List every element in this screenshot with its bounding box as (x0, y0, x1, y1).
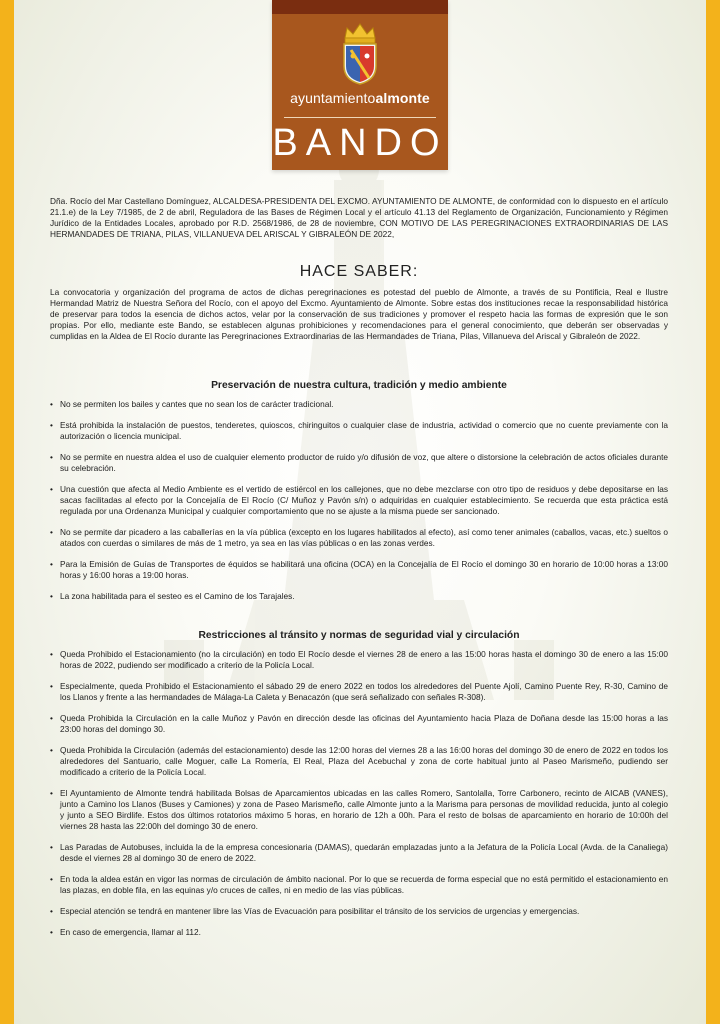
organization-name (272, 90, 448, 106)
header-divider (284, 117, 436, 118)
intro-paragraph: Dña. Rocío del Mar Castellano Domínguez, ALCALDESA-PRESIDENTA DEL EXCMO. AYUNTAMIENTO DE ALMONTE, de conformidad con lo dispuesto en el artículo 21.1.e) de la Ley 7/1985, de 2 de abril, Reguladora de las Bases de Régimen Local y el artículo 41.13 del Reglamento de Organización, Funcionamiento y Régimen Jurídico de la Entidades Locales, aprobado por R.D. 2568/1986, de 28 de noviembre, CON MOTIVO DE LAS PEREGRINACIONES EXTRAORDINARIAS DE LAS HERMANDADES DE TRIANA, PILAS, VILLANUEVA DEL ARISCAL Y GIBRALEÓN DE 2022, (50, 196, 668, 239)
list-item: • En toda la aldea están en vigor las normas de circulación de ámbito nacional. Por lo que se recuerda de forma especial que no está permitido el estacionamiento en las plazas, en doble fila, en las equinas y/o cruces de calles, ni en medio de las vías públicas. (50, 874, 668, 896)
list-item: • Queda Prohibida la Circulación (además del estacionamiento) desde las 12:00 horas del viernes 28 a las 16:00 horas del domingo 30 de enero de 2022 en todos los alrededores del Santuario, calle Moguer, calle La Romería, El Real, Plaza del Acebuchal y zona de corte habitual junto al Paseo Marismeño, pudiendo ser modificado a criterio de la Policía Local. (50, 745, 668, 778)
org-name-suffix: almonte (375, 90, 430, 106)
coat-of-arms-icon (337, 22, 383, 86)
org-name-prefix: ayuntamiento (290, 90, 376, 106)
list-item: • Está prohibida la instalación de puestos, tenderetes, quioscos, chiringuitos o cualquier clase de industria, actividad o comercio que no cuente previamente con la autorización o licencia municipal. (50, 420, 668, 442)
list-item: • Una cuestión que afecta al Medio Ambiente es el vertido de estiércol en los callejones, que no debe mezclarse con otro tipo de residuos y debe depositarse en las sacas facilitadas al efecto por la Concejalía de El Rocío (C/ Muñoz y Pavón s/n) o adquiridas en cualquier establecimiento. Se recuerda que esta práctica está regulada por una Ordenanza Municipal y cualquier comportamiento que no se ajuste a la misma puede ser sancionado. (50, 484, 668, 517)
hace-saber-heading: HACE SABER: (299, 263, 419, 280)
list-item: • El Ayuntamiento de Almonte tendrá habilitada Bolsas de Aparcamientos ubicadas en las calles Romero, Santolalla, Torre Carbonero, recinto de AICAB (VANES), junto a Camino los Llanos (Buses y Camiones) y zona de Paseo Marismeño, calle Almonte junto a la Marisma para personas de movilidad reducida, junto al colegio y junto a SEO Birdlife. Estos dos últimos rotatorios máximo 5 horas, en horario de 12h a 00h. Para el resto de bolsas de aparcamiento en horario de 10:00h del viernes 28 hasta las 22:00h del domingo 30 de enero. (50, 788, 668, 832)
list-item: • No se permiten los bailes y cantes que no sean los de carácter tradicional. (50, 399, 668, 410)
document-title: BANDO (272, 122, 448, 164)
list-item: • Especial atención se tendrá en mantener libre las Vías de Evacuación para posibilitar el tránsito de los servicios de urgencias y emergencias. (50, 906, 668, 917)
restricciones-list (50, 649, 668, 938)
section-title-restricciones: Restricciones al tránsito y normas de seguridad vial y circulación (198, 630, 520, 641)
list-item: • La zona habilitada para el sesteo es el Camino de los Tarajales. (50, 591, 668, 602)
list-item: • Especialmente, queda Prohibido el Estacionamiento el sábado 29 de enero 2022 en todos los alrededores del Puente Ajolí, Camino Puente Rey, R-30, Camino de los Llanos y frente a las hermandades de Málaga-La Caleta y Benacazón (que será señalizado con señales R-308). (50, 681, 668, 703)
preservacion-list (50, 399, 668, 602)
list-item: • En caso de emergencia, llamar al 112. (50, 927, 668, 938)
section-title-preservacion: Preservación de nuestra cultura, tradición y medio ambiente (211, 380, 507, 391)
document-body (50, 196, 668, 948)
list-item: • No se permite dar picadero a las caballerías en la vía pública (excepto en los lugares habilitados al efecto), así como tener animales (caballos, vacas, etc.) sueltos o atados con cuerdas o similares de más de 1 metro, ya sea en las vías públicas o en las zonas verdes. (50, 527, 668, 549)
list-item: • Las Paradas de Autobuses, incluida la de la empresa concesionaria (DAMAS), quedarán emplazadas junto a la Jefatura de la Policía Local (Avda. de la Canaliega) desde el viernes 28 al domingo 30 de enero de 2022. (50, 842, 668, 864)
list-item: • No se permite en nuestra aldea el uso de cualquier elemento productor de ruido y/o difusión de voz, que altere o distorsione la celebración de actos oficiales durante su celebración. (50, 452, 668, 474)
list-item: • Queda Prohibida la Circulación en la calle Muñoz y Pavón en dirección desde las oficinas del Ayuntamiento hacia Plaza de Doñana desde las 15:00 horas a las 23:00 horas del domingo 30. (50, 713, 668, 735)
lead-paragraph: La convocatoria y organización del programa de actos de dichas peregrinaciones es potestad del pueblo de Almonte, a través de su Pontificia, Real e Ilustre Hermandad Matriz de Nuestra Señora del Rocío, con el apoyo del Excmo. Ayuntamiento de Almonte. Sobre estas dos instituciones recae la responsabilidad histórica de preservar para todos la esencia de dichos actos, velar por la conservación de sus tradiciones y promover el respeto hacia las formas de expresión que le son propias. Por ello, mediante este Bando, se establecen algunas prohibiciones y recomendaciones para el general conocimiento, que deberán ser observadas y cumplidas en la Aldea de El Rocío durante las Peregrinaciones Extraordinarias de las Hermandades de Triana, Pilas, Villanueva del Ariscal y Gibraleón de 2022. (50, 287, 668, 341)
list-item: • Queda Prohibido el Estacionamiento (no la circulación) en todo El Rocío desde el viernes 28 de enero a las 15:00 horas hasta el domingo 30 de enero a las 15:00 horas de 2022, pudiendo ser modificado a criterio de la Policía Local. (50, 649, 668, 671)
list-item: • Para la Emisión de Guías de Transportes de équidos se habilitará una oficina (OCA) en la Concejalía de El Rocío el domingo 30 en horario de 10:00 horas a 13:00 horas y 16:00 horas a 19:00 horas. (50, 559, 668, 581)
header-top-bar (272, 0, 448, 14)
